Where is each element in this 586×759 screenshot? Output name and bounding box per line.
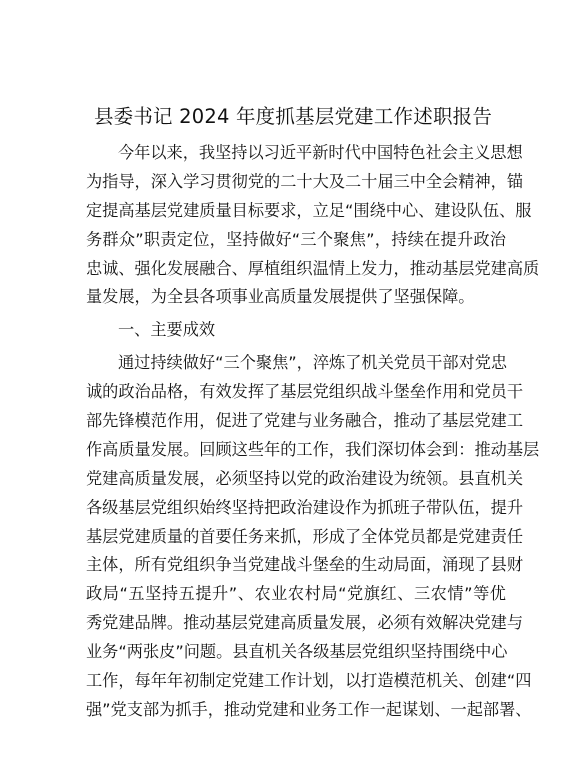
- paragraph-achievements: [86, 349, 540, 725]
- paragraph-line: 作高质量发展。回顾这些年的工作，我们深切体会到：推动基层: [86, 439, 540, 459]
- paragraph-line: 秀党建品牌。推动基层党建高质量发展，必须有效解决党建与: [86, 613, 524, 633]
- paragraph-line: 强”党支部为抓手，推动党建和业务工作一起谋划、一起部署、: [86, 699, 532, 719]
- paragraph-line: 务群众”职责定位，坚持做好“三个聚焦”，持续在提升政治: [86, 229, 506, 249]
- paragraph-line: 为指导，深入学习贯彻党的二十大及二十届三中全会精神，锚: [86, 171, 524, 191]
- paragraph-intro: [86, 139, 540, 312]
- paragraph-line: 各级基层党组织始终坚持把政治建设作为抓班子带队伍，提升: [86, 497, 524, 517]
- paragraph-line: 诚的政治品格，有效发挥了基层党组织战斗堡垒作用和党员干: [86, 382, 524, 402]
- paragraph-line: 忠诚、强化发展融合、厚植组织温情上发力，推动基层党建高质: [86, 258, 540, 278]
- paragraph-line: 基层党建质量的首要任务来抓，形成了全体党员都是党建责任: [86, 526, 524, 546]
- paragraph-line: 部先锋模范作用，促进了党建与业务融合，推动了基层党建工: [86, 411, 524, 431]
- document-title: 县委书记 2024 年度抓基层党建工作述职报告: [93, 105, 493, 128]
- paragraph-line: 政局“五坚持五提升”、农业农村局“党旗红、三农情”等优: [86, 584, 506, 604]
- paragraph-line: 量发展，为全县各项事业高质量发展提供了坚强保障。: [86, 287, 475, 307]
- document-body: [86, 139, 540, 725]
- section-heading: 一、主要成效: [118, 320, 216, 340]
- paragraph-line: 定提高基层党建质量目标要求，立足“围绕中心、建设队伍、服: [86, 200, 532, 220]
- paragraph-line: 党建高质量发展，必须坚持以党的政治建设为统领。县直机关: [86, 468, 524, 488]
- paragraph-line: 业务“两张皮”问题。县直机关各级基层党组织坚持围绕中心: [86, 642, 508, 662]
- paragraph-line: 今年以来，我坚持以习近平新时代中国特色社会主义思想: [118, 143, 523, 162]
- paragraph-line: 通过持续做好“三个聚焦”，淬炼了机关党员干部对党忠: [118, 353, 508, 373]
- paragraph-line: 工作，每年年初制定党建工作计划，以打造模范机关、创建“四: [86, 671, 532, 691]
- paragraph-line: 主体，所有党组织争当党建战斗堡垒的生动局面，涌现了县财: [86, 555, 524, 575]
